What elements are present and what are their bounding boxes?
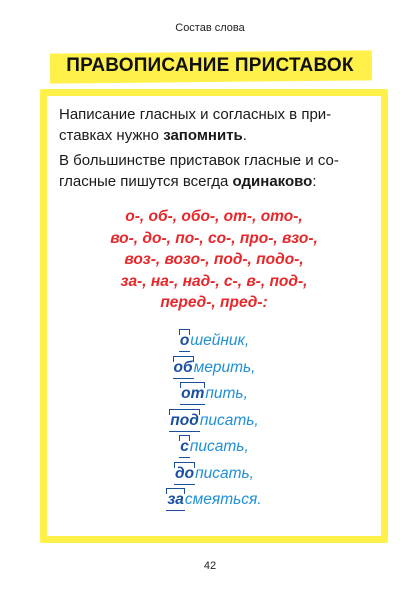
example-words xyxy=(47,328,381,514)
prefix-line: перед-, пред-: xyxy=(160,294,268,311)
word-rest: писать, xyxy=(189,438,249,455)
word-rest: шейник, xyxy=(190,332,250,349)
intro-text: ставках нужно xyxy=(59,127,164,144)
example-word xyxy=(47,487,381,514)
intro-bold: запомнить xyxy=(163,127,243,144)
intro-line xyxy=(59,171,371,192)
rule-content xyxy=(47,96,381,536)
prefix-line: во-, до-, по-, со-, про-, взо-, xyxy=(110,229,318,247)
intro-punct: . xyxy=(242,127,247,144)
example-word xyxy=(47,355,381,382)
page-number: 42 xyxy=(203,560,217,572)
prefix-line: воз-, возо-, под-, подо-, xyxy=(124,251,304,268)
prefix-marked: о xyxy=(179,332,190,349)
example-word xyxy=(47,461,381,488)
prefix-marked: об xyxy=(173,358,193,376)
prefix-marked: с xyxy=(180,438,189,455)
example-word xyxy=(47,408,381,435)
word-rest: пить, xyxy=(205,385,248,402)
prefix-marked: от xyxy=(181,385,205,402)
intro-line: Написание гласных и согласных в при- xyxy=(59,106,332,123)
word-rest: писать, xyxy=(195,464,254,482)
prefix-list xyxy=(47,206,381,314)
example-word xyxy=(47,328,381,355)
example-word xyxy=(47,381,381,408)
word-rest: смеяться. xyxy=(184,491,262,508)
intro-punct: : xyxy=(312,173,317,190)
intro-paragraph-1 xyxy=(59,104,371,146)
prefix-marked: за xyxy=(167,491,184,508)
prefix-line: за-, на-, над-, с-, в-, под-, xyxy=(120,272,308,290)
example-word xyxy=(47,434,381,461)
prefix-marked: под xyxy=(170,411,199,429)
intro-line: В большинстве приставок гласные и со- xyxy=(59,152,339,169)
intro-text: гласные пишутся всегда xyxy=(59,173,233,190)
page-title: ПРАВОПИСАНИЕ ПРИСТАВОК xyxy=(66,55,354,76)
intro-bold: одинаково xyxy=(232,173,313,190)
intro-paragraph-2 xyxy=(59,150,371,192)
section-header: Состав слова xyxy=(175,22,245,34)
word-rest: мерить, xyxy=(193,358,256,376)
prefix-marked: до xyxy=(175,464,195,482)
prefix-line: о-, об-, обо-, от-, ото-, xyxy=(125,208,303,225)
word-rest: писать, xyxy=(199,411,259,429)
intro-line xyxy=(59,125,371,146)
